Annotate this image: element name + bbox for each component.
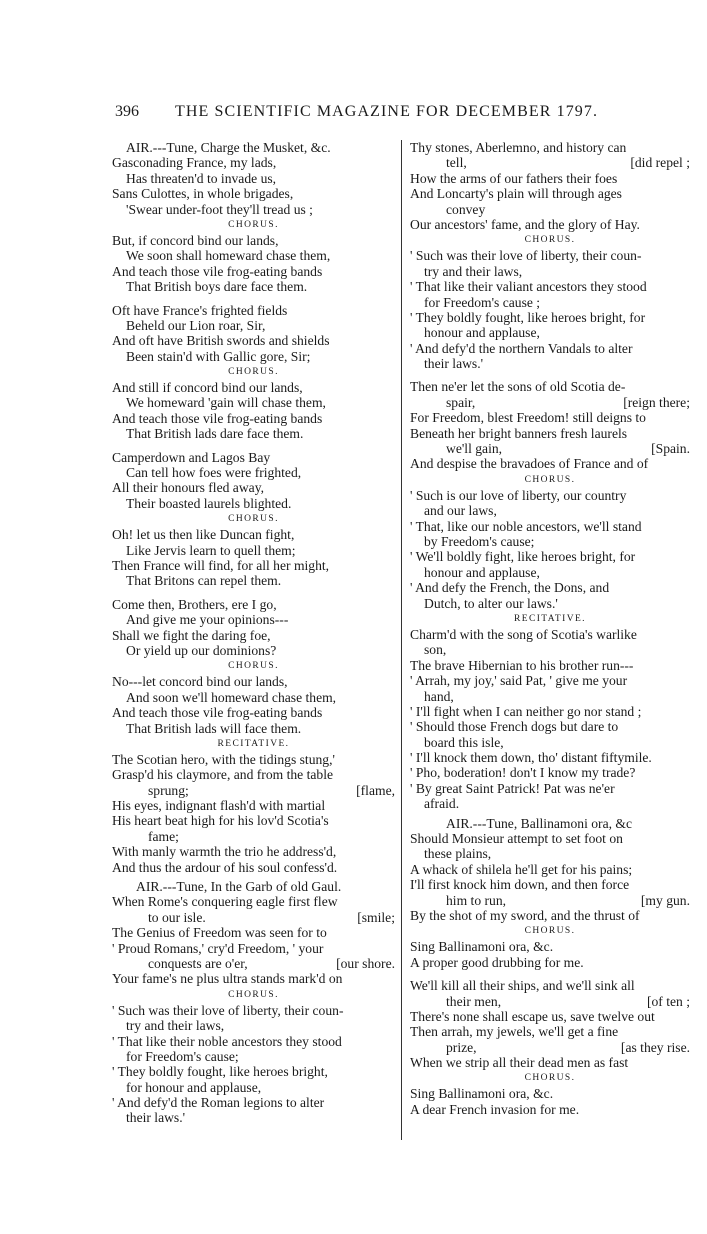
verse-line: And teach those vile frog-eating bands: [112, 263, 323, 279]
verse-line: tell, [did repel ;: [446, 155, 690, 171]
verse-line: And despise the bravadoes of France and of: [410, 456, 649, 472]
verse-line: Our ancestors' fame, and the glory of Hay.: [410, 216, 640, 232]
verse-line: Shall we fight the daring foe,: [112, 627, 271, 643]
recitative-heading: RECITATIVE.: [217, 738, 290, 749]
verse-line: ' Arrah, my joy,' said Pat, ' give me your: [410, 673, 628, 689]
verse-line: A dear French invasion for me.: [410, 1101, 580, 1117]
verse-line: His heart beat high for his lov'd Scotia's: [112, 813, 329, 829]
verse-line: ' I'll fight when I can neither go nor stand ;: [410, 703, 642, 719]
verse-line: The Genius of Freedom was seen for to: [112, 925, 327, 941]
chorus-heading: CHORUS.: [228, 661, 279, 672]
verse-line: their laws.': [126, 1110, 186, 1126]
chorus-heading: CHORUS.: [524, 235, 576, 246]
verse-line: Like Jervis learn to quell them;: [126, 542, 296, 558]
verse-line: Sans Culottes, in whole brigades,: [112, 186, 294, 202]
verse-line: That Britons can repel them.: [126, 573, 282, 589]
verse-line: The Scotian hero, with the tidings stung,': [112, 751, 335, 767]
verse-line: Your fame's ne plus ultra stands mark'd on: [112, 971, 343, 987]
verse-line: A proper good drubbing for me.: [410, 954, 584, 970]
verse-line: ' That like their noble ancestors they stood: [112, 1033, 342, 1049]
verse-line: Dutch, to alter our laws.': [424, 595, 558, 611]
recitative-heading: RECITATIVE.: [514, 613, 586, 624]
verse-line: Oh! let us then like Duncan fight,: [112, 527, 295, 543]
chorus-heading: CHORUS.: [228, 219, 279, 230]
verse-line: ' Such was their love of liberty, their coun-: [112, 1002, 344, 1018]
verse-line: son,: [424, 642, 447, 658]
verse-line: hand,: [424, 688, 454, 704]
verse-line: ' That, like our noble ancestors, we'll stand: [410, 518, 642, 534]
verse-line: spair, [reign there;: [446, 394, 690, 410]
verse-line: Oft have France's frighted fields: [112, 302, 288, 318]
verse-line: And soon we'll homeward chase them,: [126, 689, 337, 705]
air-heading: AIR.---Tune, In the Garb of old Gaul.: [136, 879, 342, 895]
verse-line: sprung; [flame,: [148, 782, 395, 798]
verse-line: for honour and applause,: [126, 1079, 262, 1095]
verse-line: Come then, Brothers, ere I go,: [112, 596, 277, 612]
verse-line: The brave Hibernian to his brother run---: [410, 657, 634, 673]
column-divider: [401, 140, 402, 1140]
verse-line: ' Such is our love of liberty, our country: [410, 487, 627, 503]
verse-line: by Freedom's cause;: [424, 533, 535, 549]
chorus-heading: CHORUS.: [228, 367, 279, 378]
verse-line: We homeward 'gain will chase them,: [126, 395, 326, 411]
left-column: [112, 140, 395, 1126]
verse-line: convey: [446, 201, 486, 217]
verse-line: By the shot of my sword, and the thrust of: [410, 907, 640, 923]
verse-line: Grasp'd his claymore, and from the table: [112, 767, 334, 783]
verse-line: ' Should those French dogs but dare to: [410, 719, 619, 735]
verse-line: honour and applause,: [424, 325, 540, 341]
verse-line: Sing Ballinamoni ora, &c.: [410, 1086, 554, 1102]
verse-line: That British boys dare face them.: [126, 279, 308, 295]
verse-line: Camperdown and Lagos Bay: [112, 449, 271, 465]
verse-line: for Freedom's cause;: [126, 1048, 239, 1064]
verse-line: How the arms of our fathers their foes: [410, 170, 618, 186]
verse-line: ' And defy the French, the Dons, and: [410, 580, 610, 596]
verse-line: and our laws,: [424, 503, 497, 519]
verse-line: afraid.: [424, 796, 460, 812]
verse-line: ' That like their valiant ancestors they stood: [410, 279, 647, 295]
verse-line: That British lads dare face them.: [126, 426, 304, 442]
verse-line: All their honours fled away,: [112, 480, 265, 496]
verse-line: ' Proud Romans,' cry'd Freedom, ' your: [112, 940, 324, 956]
verse-line: And teach those vile frog-eating bands: [112, 705, 323, 721]
verse-line: Their boasted laurels blighted.: [126, 495, 292, 511]
chorus-heading: CHORUS.: [228, 514, 279, 525]
verse-line: their laws.': [424, 356, 484, 372]
verse-line: And Loncarty's plain will through ages: [410, 186, 622, 202]
running-title: THE SCIENTIFIC MAGAZINE FOR DECEMBER 1797.: [175, 103, 599, 120]
verse-line: Should Monsieur attempt to set foot on: [410, 831, 623, 847]
verse-line: Gasconading France, my lads,: [112, 155, 277, 171]
verse-line: try and their laws,: [126, 1018, 225, 1034]
verse-line: And oft have British swords and shields: [112, 333, 330, 349]
verse-line: for Freedom's cause ;: [424, 294, 541, 310]
page-number: 396: [115, 103, 139, 120]
verse-line: ' And defy'd the northern Vandals to alter: [410, 340, 633, 356]
verse-line: ' They boldly fought, like heroes bright,: [112, 1064, 328, 1080]
verse-line: His eyes, indignant flash'd with martial: [112, 798, 326, 814]
verse-line: honour and applause,: [424, 564, 540, 580]
verse-line: There's none shall escape us, save twelve out: [410, 1008, 655, 1024]
air-heading: AIR.---Tune, Charge the Musket, &c.: [126, 140, 331, 155]
verse-line: ' We'll boldly fight, like heroes bright, for: [410, 549, 636, 565]
verse-line: try and their laws,: [424, 263, 523, 279]
verse-line: When we strip all their dead men as fast: [410, 1055, 629, 1071]
verse-line: fame;: [148, 828, 179, 844]
verse-line: Sing Ballinamoni ora, &c.: [410, 939, 554, 955]
chorus-heading: CHORUS.: [524, 926, 576, 937]
verse-line: ' And defy'd the Roman legions to alter: [112, 1095, 325, 1111]
verse-line: Beneath her bright banners fresh laurels: [410, 425, 628, 441]
verse-line: Has threaten'd to invade us,: [126, 170, 277, 186]
air-heading: AIR.---Tune, Ballinamoni ora, &c: [446, 815, 633, 831]
verse-line: For Freedom, blest Freedom! still deigns to: [410, 410, 646, 426]
verse-line: Been stain'd with Gallic gore, Sir;: [126, 348, 311, 364]
verse-line: We soon shall homeward chase them,: [126, 248, 331, 264]
right-column: [410, 140, 690, 1117]
verse-line: When Rome's conquering eagle first flew: [112, 894, 338, 910]
verse-line: Then ne'er let the sons of old Scotia de-: [410, 379, 626, 395]
verse-line: prize, [as they rise.: [446, 1039, 690, 1055]
verse-line: And give me your opinions---: [126, 612, 289, 628]
verse-line: Then arrah, my jewels, we'll get a fine: [410, 1024, 619, 1040]
chorus-heading: CHORUS.: [524, 1073, 576, 1084]
verse-line: ' They boldly fought, like heroes bright, for: [410, 309, 646, 325]
verse-line: him to run, [my gun.: [446, 892, 690, 908]
verse-line: Beheld our Lion roar, Sir,: [126, 317, 266, 333]
verse-line: Thy stones, Aberlemno, and history can: [410, 140, 627, 155]
verse-line: And thus the ardour of his soul confess'd.: [112, 859, 338, 875]
verse-line: ' Pho, boderation! don't I know my trade?: [410, 765, 636, 781]
verse-line: Or yield up our dominions?: [126, 642, 277, 658]
verse-line: 'Swear under-foot they'll tread us ;: [126, 201, 313, 217]
verse-line: And still if concord bind our lands,: [112, 380, 303, 396]
chorus-heading: CHORUS.: [228, 989, 279, 1000]
verse-line: board this isle,: [424, 734, 504, 750]
verse-line: That British lads will face them.: [126, 720, 302, 736]
verse-line: No---let concord bind our lands,: [112, 674, 288, 690]
verse-line: Charm'd with the song of Scotia's warlike: [410, 626, 637, 642]
verse-line: I'll first knock him down, and then force: [410, 877, 630, 893]
verse-line: A whack of shilela he'll get for his pains;: [410, 861, 633, 877]
verse-line: And teach those vile frog-eating bands: [112, 410, 323, 426]
verse-line: Can tell how foes were frighted,: [126, 465, 302, 481]
verse-line: With manly warmth the trio he address'd,: [112, 844, 337, 860]
verse-line: their men, [of ten ;: [446, 993, 690, 1009]
verse-line: to our isle. [smile;: [148, 909, 395, 925]
verse-line: Then France will find, for all her might,: [112, 557, 330, 573]
verse-line: we'll gain, [Spain.: [446, 441, 690, 457]
verse-line: We'll kill all their ships, and we'll sink all: [410, 978, 635, 994]
verse-line: ' I'll knock them down, tho' distant fiftymile.: [410, 750, 652, 766]
verse-line: conquests are o'er, [our shore.: [148, 955, 395, 971]
verse-line: these plains,: [424, 846, 492, 862]
verse-line: ' Such was their love of liberty, their coun-: [410, 248, 642, 264]
verse-line: But, if concord bind our lands,: [112, 232, 279, 248]
verse-line: ' By great Saint Patrick! Pat was ne'er: [410, 780, 615, 796]
chorus-heading: CHORUS.: [524, 474, 576, 485]
page-header: [0, 103, 707, 125]
